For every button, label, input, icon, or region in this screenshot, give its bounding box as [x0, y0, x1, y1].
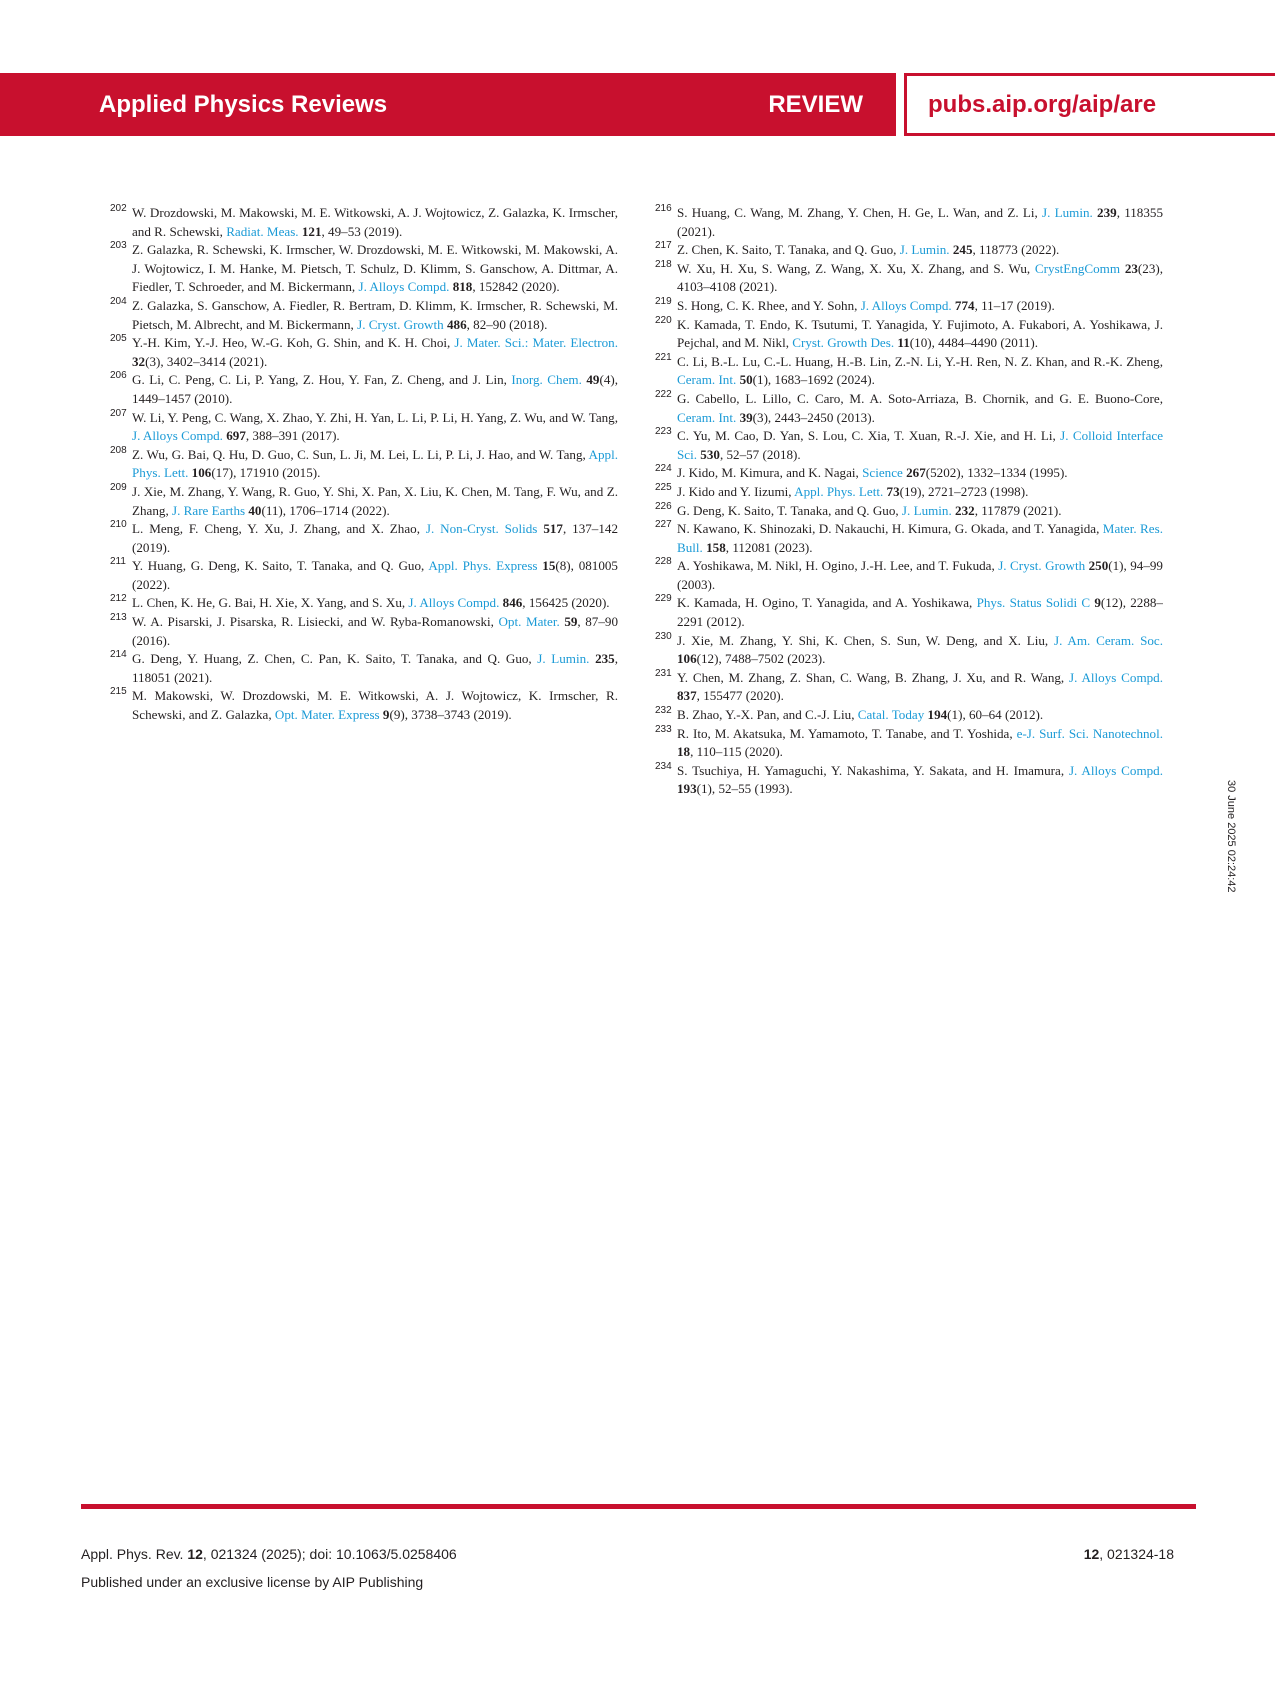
reference-volume: 232	[955, 502, 975, 518]
reference-pages: (1), 60–64 (2012).	[947, 707, 1044, 723]
reference-journal-link[interactable]: Science	[862, 465, 903, 481]
reference-journal-link[interactable]: Catal. Today	[857, 707, 925, 723]
reference-journal-link[interactable]: J. Rare Earths	[172, 502, 246, 518]
reference-journal-link[interactable]: Appl. Phys. Express	[428, 558, 538, 574]
reference-number: 220	[655, 314, 672, 326]
reference-volume: 486	[446, 316, 467, 332]
reference-journal-link[interactable]: Cryst. Growth Des.	[792, 335, 895, 351]
reference-pages: , 110–115 (2020).	[690, 744, 783, 760]
reference-item	[655, 258, 1164, 297]
reference-number: 214	[110, 649, 127, 661]
reference-pages: (8), 081005 (2022).	[132, 558, 618, 592]
reference-authors: W. Xu, H. Xu, S. Wang, Z. Wang, X. Xu, X. Zhang, and S. Wu,	[677, 260, 1035, 276]
references-left-column	[110, 203, 619, 725]
reference-number: 208	[110, 444, 127, 456]
reference-pages: (12), 2288–2291 (2012).	[677, 595, 1163, 630]
footer-citation-post: , 021324 (2025); doi: 10.1063/5.0258406	[202, 1546, 457, 1562]
reference-pages: (10), 4484–4490 (2011).	[909, 335, 1039, 351]
reference-journal-link[interactable]: Radiat. Meas.	[226, 223, 299, 239]
reference-volume: 193	[677, 781, 697, 797]
reference-item	[655, 705, 1163, 725]
reference-authors: Z. Wu, G. Bai, Q. Hu, D. Guo, C. Sun, L. Ji, M. Lei, L. Li, P. Li, J. Hao, and W. Tang,	[132, 446, 589, 462]
reference-number: 218	[655, 258, 672, 270]
reference-item	[655, 351, 1163, 390]
reference-authors: J. Xie, M. Zhang, Y. Shi, K. Chen, S. Sun, W. Deng, and X. Liu,	[677, 632, 1054, 648]
reference-journal-link[interactable]: Ceram. Int.	[677, 372, 737, 388]
reference-authors: Z. Chen, K. Saito, T. Tanaka, and Q. Guo,	[677, 242, 900, 258]
reference-volume: 846	[502, 595, 523, 611]
reference-number: 224	[655, 463, 672, 475]
reference-authors: J. Xie, M. Zhang, Y. Wang, R. Guo, Y. Shi, X. Pan, X. Liu, K. Chen, M. Tang, F. Wu, and Z. Zhang,	[132, 483, 618, 518]
reference-number: 213	[110, 612, 127, 624]
reference-authors: S. Tsuchiya, H. Yamaguchi, Y. Nakashima, Y. Sakata, and H. Imamura,	[677, 762, 1069, 778]
journal-title: Applied Physics Reviews	[99, 91, 388, 118]
reference-item	[110, 444, 618, 483]
reference-authors: W. Drozdowski, M. Makowski, M. E. Witkowski, A. J. Wojtowicz, Z. Galazka, K. Irmscher, and R. Schewski,	[132, 205, 618, 239]
reference-authors: G. Li, C. Peng, C. Li, P. Yang, Z. Hou, Y. Fan, Z. Cheng, and J. Lin,	[132, 372, 512, 388]
reference-authors: M. Makowski, W. Drozdowski, M. E. Witkowski, A. J. Wojtowicz, K. Irmscher, R. Schewski, and Z. Galazka,	[132, 688, 618, 723]
reference-pages: (23), 4103–4108 (2021).	[677, 260, 1164, 295]
reference-volume: 106	[677, 651, 697, 667]
reference-pages: (19), 2721–2723 (1998).	[899, 483, 1029, 499]
reference-authors: R. Ito, M. Akatsuka, M. Yamamoto, T. Tanabe, and T. Yoshida,	[677, 725, 1017, 741]
reference-journal-link[interactable]: Appl. Phys. Lett.	[794, 483, 884, 499]
reference-volume: 11	[897, 335, 910, 351]
reference-volume: 40	[248, 502, 262, 518]
reference-authors: B. Zhao, Y.-X. Pan, and C.-J. Liu,	[677, 707, 858, 723]
reference-item	[110, 370, 618, 408]
reference-item	[110, 593, 618, 613]
reference-authors: A. Yoshikawa, M. Nikl, H. Ogino, J.-H. Lee, and T. Fukuda,	[677, 558, 999, 574]
reference-volume: 239	[1097, 205, 1117, 220]
reference-pages: (3), 3402–3414 (2021).	[145, 353, 268, 369]
reference-volume: 73	[886, 483, 900, 499]
reference-number: 231	[655, 667, 672, 679]
reference-journal-link[interactable]: J. Lumin.	[537, 651, 590, 667]
reference-number: 226	[655, 500, 672, 512]
reference-pages: (12), 7488–7502 (2023).	[696, 651, 826, 667]
reference-item	[110, 295, 618, 334]
reference-number: 230	[655, 630, 672, 642]
reference-volume: 194	[927, 707, 948, 723]
reference-volume: 23	[1124, 260, 1138, 276]
reference-authors: N. Kawano, K. Shinozaki, D. Nakauchi, H. Kimura, G. Okada, and T. Yanagida,	[677, 521, 1103, 537]
reference-item	[110, 203, 618, 241]
reference-authors: L. Chen, K. He, G. Bai, H. Xie, X. Yang, and S. Xu,	[132, 595, 409, 611]
reference-number: 225	[655, 481, 672, 493]
download-timestamp: 30 June 2025 02:24:42	[1225, 780, 1237, 893]
reference-authors: J. Kido and Y. Iizumi,	[677, 483, 795, 499]
reference-item	[655, 426, 1164, 464]
reference-volume: 9	[382, 707, 390, 723]
reference-authors: S. Huang, C. Wang, M. Zhang, Y. Chen, H. Ge, L. Wan, and Z. Li,	[677, 205, 1042, 220]
reference-number: 222	[655, 388, 672, 400]
reference-pages: (9), 3738–3743 (2019).	[389, 707, 512, 723]
reference-number: 234	[655, 760, 672, 772]
reference-number: 212	[110, 593, 127, 605]
page-number-vol: 12	[1083, 1546, 1100, 1562]
reference-journal-link[interactable]: J. Non-Cryst. Solids	[425, 521, 538, 537]
reference-journal-link[interactable]: Appl. Phys. Lett.	[132, 446, 618, 481]
reference-pages: (4), 1449–1457 (2010).	[132, 372, 618, 406]
reference-pages: , 388–391 (2017).	[245, 428, 340, 444]
reference-journal-link[interactable]: Ceram. Int.	[677, 409, 737, 425]
reference-volume: 158	[706, 539, 726, 555]
reference-pages: (11), 1706–1714 (2022).	[261, 502, 390, 518]
section-label: REVIEW	[768, 91, 863, 118]
reference-journal-link[interactable]: Mater. Res. Bull.	[677, 521, 1163, 555]
reference-pages: , 155477 (2020).	[696, 688, 784, 704]
reference-volume: 59	[564, 614, 578, 630]
reference-item	[655, 295, 1163, 316]
reference-journal-link[interactable]: J. Lumin.	[1042, 205, 1093, 220]
reference-item	[655, 314, 1163, 353]
reference-volume: 245	[952, 242, 973, 258]
reference-volume: 267	[906, 465, 926, 481]
reference-number: 216	[655, 203, 672, 214]
reference-volume: 18	[677, 744, 691, 760]
reference-pages: , 112081 (2023).	[725, 539, 813, 555]
reference-number: 202	[110, 203, 127, 214]
reference-authors: Y. Chen, M. Zhang, Z. Shan, C. Wang, B. Zhang, J. Xu, and R. Wang,	[677, 669, 1070, 685]
reference-item	[110, 240, 618, 297]
reference-number: 223	[655, 426, 672, 438]
reference-volume: 106	[191, 465, 212, 481]
reference-authors: Y. Huang, G. Deng, K. Saito, T. Tanaka, and Q. Guo,	[132, 558, 429, 574]
reference-authors: Z. Galazka, S. Ganschow, A. Fiedler, R. Bertram, D. Klimm, K. Irmscher, R. Schewski, M. Pietsch, M. Albrecht, and M. Bickermann,	[132, 297, 618, 332]
reference-authors: G. Deng, K. Saito, T. Tanaka, and Q. Guo,	[677, 502, 902, 518]
reference-pages: (17), 171910 (2015).	[211, 465, 321, 481]
reference-pages: (3), 2443–2450 (2013).	[752, 409, 875, 425]
footer-citation	[81, 1546, 457, 1562]
reference-journal-link[interactable]: J. Cryst. Growth	[357, 316, 444, 332]
reference-volume: 235	[595, 651, 615, 667]
reference-number: 215	[110, 686, 127, 698]
reference-pages: , 137–142 (2019).	[132, 521, 618, 555]
reference-number: 217	[655, 240, 672, 252]
reference-authors: C. Li, B.-L. Lu, C.-L. Huang, H.-B. Lin, Z.-N. Li, Y.-H. Ren, N. Z. Khan, and R.-K. Zheng,	[677, 353, 1163, 369]
reference-journal-link[interactable]: CrystEngComm	[1034, 260, 1121, 276]
reference-number: 206	[110, 370, 127, 382]
reference-volume: 818	[452, 279, 473, 295]
reference-authors: Z. Galazka, R. Schewski, K. Irmscher, W. Drozdowski, M. E. Witkowski, M. Makowski, A. J. Wojtowicz, I. M. Hanke, M. Pietsch, T. Schulz, D. Klimm, S. Ganschow, A. Dittmar, A. Fiedler, T. Schroeder, and M. Bickermann,	[132, 242, 618, 295]
reference-volume: 517	[543, 521, 563, 537]
reference-pages: , 49–53 (2019).	[321, 223, 403, 239]
reference-volume: 49	[586, 372, 600, 388]
reference-volume: 250	[1088, 558, 1109, 574]
reference-volume: 15	[542, 558, 556, 574]
reference-number: 207	[110, 407, 127, 419]
reference-item	[655, 556, 1163, 594]
reference-item	[655, 630, 1163, 669]
references-right-column	[655, 203, 1164, 799]
reference-pages: , 156425 (2020).	[522, 595, 610, 611]
reference-pages: (1), 94–99 (2003).	[677, 558, 1163, 592]
reference-pages: , 117879 (2021).	[974, 502, 1062, 518]
reference-journal-link[interactable]: J. Lumin.	[901, 502, 952, 518]
reference-number: 203	[110, 240, 127, 252]
reference-journal-link[interactable]: J. Colloid Interface Sci.	[677, 428, 1164, 462]
reference-authors: K. Kamada, T. Endo, K. Tsutumi, T. Yanagida, Y. Fujimoto, A. Fukabori, A. Yoshikawa, J. Pejchal, and M. Nikl,	[677, 316, 1163, 351]
footer-citation-vol: 12	[187, 1546, 203, 1562]
page-number	[1084, 1546, 1174, 1562]
reference-journal-link[interactable]: Opt. Mater. Express	[274, 707, 380, 723]
reference-journal-link[interactable]: J. Alloys Compd.	[860, 297, 952, 313]
reference-journal-link[interactable]: J. Alloys Compd.	[408, 595, 500, 611]
reference-number: 228	[655, 556, 672, 568]
reference-pages: (1), 1683–1692 (2024).	[752, 372, 875, 388]
reference-number: 221	[655, 351, 672, 363]
reference-item	[655, 760, 1164, 799]
reference-pages: , 152842 (2020).	[472, 279, 560, 295]
reference-volume: 837	[677, 688, 697, 704]
reference-pages: , 82–90 (2018).	[466, 316, 548, 332]
reference-authors: S. Hong, C. K. Rhee, and Y. Sohn,	[677, 297, 861, 313]
reference-volume: 9	[1094, 595, 1101, 611]
reference-pages: , 118355 (2021).	[677, 205, 1163, 239]
reference-item	[655, 240, 1163, 260]
reference-journal-link[interactable]: J. Alloys Compd.	[1069, 669, 1163, 685]
reference-item	[110, 556, 618, 594]
reference-item	[110, 407, 618, 446]
reference-authors: G. Cabello, L. Lillo, C. Caro, M. A. Soto-Arriaza, B. Chornik, and G. E. Buono-Core,	[677, 390, 1163, 406]
reference-item	[110, 333, 619, 371]
reference-pages: , 118773 (2022).	[972, 242, 1060, 258]
reference-item	[110, 612, 618, 650]
footer-citation-pre: Appl. Phys. Rev.	[81, 1546, 188, 1562]
page-number-post: , 021324-18	[1099, 1546, 1174, 1562]
reference-number: 232	[655, 705, 672, 717]
reference-authors: W. A. Pisarski, J. Pisarska, R. Lisiecki, and W. Ryba-Romanowski,	[132, 614, 499, 630]
reference-authors: Y.-H. Kim, Y.-J. Heo, W.-G. Koh, G. Shin, and K. H. Choi,	[132, 335, 455, 351]
reference-pages: , 52–57 (2018).	[719, 446, 801, 462]
reference-number: 205	[110, 333, 127, 345]
reference-volume: 32	[132, 353, 146, 369]
reference-item	[655, 481, 1163, 502]
reference-journal-link[interactable]: Phys. Status Solidi C	[976, 595, 1091, 611]
reference-item	[655, 519, 1163, 557]
reference-number: 210	[110, 519, 127, 531]
reference-item	[655, 500, 1163, 521]
reference-item	[655, 463, 1163, 483]
reference-item	[655, 723, 1163, 762]
reference-item	[655, 667, 1163, 706]
reference-item	[655, 388, 1163, 427]
reference-volume: 121	[301, 223, 322, 239]
reference-number: 211	[110, 556, 126, 568]
reference-number: 219	[655, 295, 672, 307]
reference-journal-link[interactable]: J. Lumin.	[899, 242, 950, 258]
reference-journal-link[interactable]: J. Alloys Compd.	[1068, 762, 1164, 778]
reference-pages: , 118051 (2021).	[132, 651, 618, 685]
reference-item	[655, 593, 1163, 631]
reference-volume: 697	[226, 428, 246, 444]
reference-journal-link[interactable]: J. Mater. Sci.: Mater. Electron.	[454, 335, 619, 351]
reference-number: 209	[110, 481, 127, 493]
reference-volume: 774	[954, 297, 975, 313]
reference-authors: G. Deng, Y. Huang, Z. Chen, C. Pan, K. Saito, T. Tanaka, and Q. Guo,	[132, 651, 538, 667]
reference-authors: W. Li, Y. Peng, C. Wang, X. Zhao, Y. Zhi, H. Yan, L. Li, P. Li, H. Yang, Z. Wu, and W. Tang,	[132, 409, 618, 425]
reference-number: 229	[655, 593, 672, 605]
reference-item	[110, 519, 618, 557]
reference-journal-link[interactable]: J. Alloys Compd.	[358, 279, 450, 295]
reference-item	[110, 481, 618, 520]
reference-journal-link[interactable]: J. Am. Ceram. Soc.	[1053, 632, 1163, 648]
reference-number: 227	[655, 519, 672, 531]
reference-volume: 50	[739, 372, 753, 388]
reference-journal-link[interactable]: J. Cryst. Growth	[998, 558, 1086, 574]
reference-volume: 530	[700, 446, 720, 462]
reference-item	[655, 203, 1163, 241]
reference-authors: L. Meng, F. Cheng, Y. Xu, J. Zhang, and X. Zhao,	[132, 521, 426, 537]
reference-authors: K. Kamada, H. Ogino, T. Yanagida, and A. Yoshikawa,	[677, 595, 977, 611]
footer-rule	[81, 1504, 1196, 1509]
reference-pages: (1), 52–55 (1993).	[696, 781, 793, 797]
reference-pages: , 87–90 (2016).	[132, 614, 618, 648]
reference-pages: , 11–17 (2019).	[974, 297, 1055, 313]
reference-number: 233	[655, 723, 672, 735]
reference-item	[110, 649, 618, 687]
reference-volume: 39	[739, 409, 753, 425]
reference-journal-link[interactable]: J. Alloys Compd.	[132, 428, 223, 444]
reference-journal-link[interactable]: Inorg. Chem.	[511, 372, 582, 388]
footer-license: Published under an exclusive license by AIP Publishing	[81, 1574, 424, 1590]
reference-authors: C. Yu, M. Cao, D. Yan, S. Lou, C. Xia, T. Xuan, R.-J. Xie, and H. Li,	[677, 428, 1061, 444]
reference-journal-link[interactable]: Opt. Mater.	[498, 614, 560, 630]
journal-url-link[interactable]: pubs.aip.org/aip/are	[928, 91, 1157, 118]
reference-item	[110, 686, 618, 724]
reference-authors: J. Kido, M. Kimura, and K. Nagai,	[677, 465, 863, 481]
reference-journal-link[interactable]: e-J. Surf. Sci. Nanotechnol.	[1016, 725, 1163, 741]
reference-number: 204	[110, 295, 127, 307]
reference-pages: (5202), 1332–1334 (1995).	[925, 465, 1068, 481]
